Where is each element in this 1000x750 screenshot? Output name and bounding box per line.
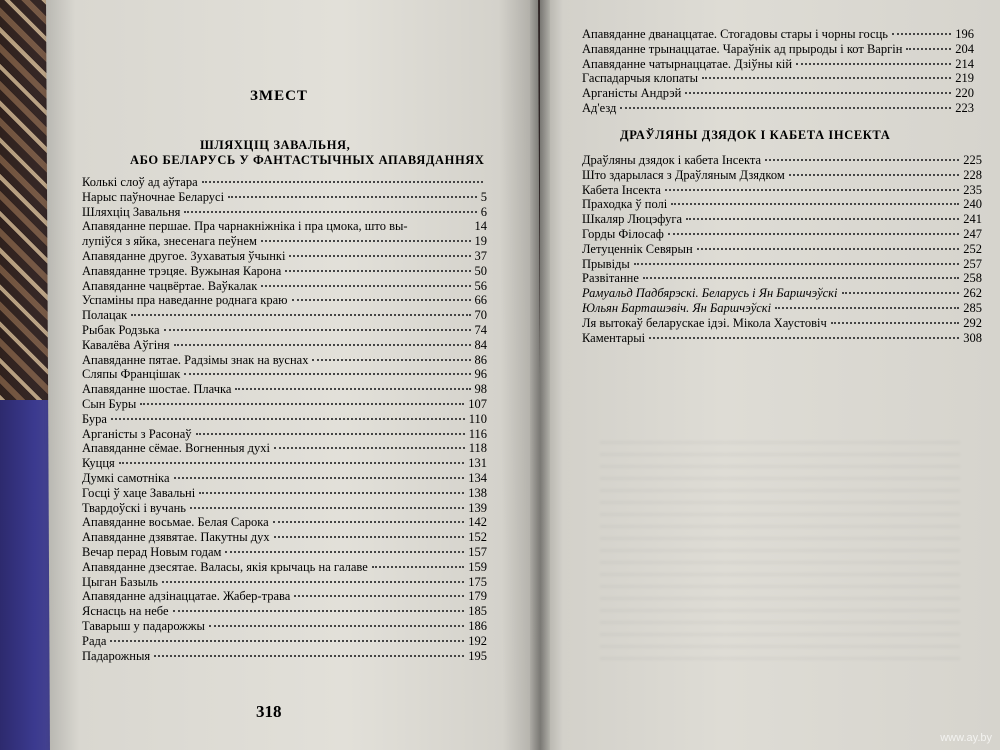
toc-leader-dots [649,337,959,339]
toc-entry-title: Апавяданне чатырнаццатае. Дзіўны кій [582,56,793,71]
toc-entry [582,57,974,72]
toc-entry [82,515,487,530]
toc-leader-dots [131,314,470,316]
toc-leader-dots [789,174,959,176]
toc-entry-page: 186 [468,618,487,633]
toc-entry-page: 214 [955,56,974,71]
toc-entry-title: Каментарыі [582,330,646,345]
section-title-right: ДРАЎЛЯНЫ ДЗЯДОК І КАБЕТА ІНСЕКТА [620,128,891,142]
watermark: www.ay.by [940,732,992,744]
toc-entry-page: 225 [963,153,982,167]
toc-entry-title: Колькі слоў ад аўтара [82,175,198,189]
toc-entry-page: 219 [955,71,974,86]
toc-entry-page: 196 [955,27,974,41]
toc-right-top [582,27,974,116]
toc-entry-title: Яснасць на небе [82,604,169,619]
toc-entry-page: 185 [468,604,487,619]
toc-entry-page: 37 [474,248,487,263]
toc-entry [82,382,487,397]
toc-leader-dots [261,285,470,287]
toc-entry [82,619,487,634]
toc-entry [82,308,487,323]
toc-entry [582,101,974,116]
toc-entry-page: 139 [468,500,487,515]
toc-entry [82,560,487,575]
toc-leader-dots [702,77,951,79]
toc-entry-title: Вечар перад Новым годам [82,544,222,559]
toc-entry-title: Апавяданне пятае. Радзімы знак на вуснах [82,352,309,367]
toc-leader-dots [164,329,471,331]
toc-entry [582,153,982,168]
toc-entry-title: Нарыс паўночнае Беларусі [82,189,225,204]
toc-entry-page: 157 [468,544,487,559]
toc-entry-title: Твардоўскі і вучань [82,500,187,515]
toc-leader-dots [225,551,464,553]
toc-entry [82,190,487,205]
toc-entry-page: 241 [963,212,982,227]
toc-entry-title: Апавяданне восьмае. Белая Сарока [82,515,269,530]
toc-leader-dots [235,388,470,390]
toc-entry-page: 308 [963,330,982,345]
toc-entry [582,183,982,198]
toc-entry-title: Шкаляр Люцэфуга [582,212,683,227]
toc-entry-title: Куцця [82,456,115,471]
toc-entry-page: 107 [468,396,487,411]
toc-entry [82,530,487,545]
toc-leader-dots [697,248,960,250]
toc-entry-title: Полацак [82,308,128,323]
toc-entry-page: 247 [963,226,982,241]
toc-leader-dots [294,595,464,597]
toc-entry-page: 204 [955,41,974,56]
toc-leader-dots [892,33,951,35]
toc-entry [82,205,487,220]
toc-entry-title: Праходка ў полі [582,197,668,212]
toc-leader-dots [665,189,959,191]
toc-entry [82,338,487,353]
toc-entry [82,486,487,501]
toc-entry [582,42,974,57]
toc-entry-title: Летуценнік Севярын [582,241,693,256]
toc-entry-title: Кабета Інсекта [582,182,661,197]
toc-entry [82,397,487,412]
toc-entry [582,331,982,346]
toc-entry-title: Апавяданне шостае. Плачка [82,382,232,397]
toc-entry [82,589,487,604]
section-title-line2: АБО БЕЛАРУСЬ У ФАНТАСТЫЧНЫХ АПАВЯДАННЯХ [130,153,485,167]
toc-entry [82,545,487,560]
toc-entry-title: Думкі самотніка [82,470,170,485]
toc-leader-dots [274,447,465,449]
toc-leader-dots [685,92,951,94]
toc-entry-title: Успаміны пра наведанне роднага краю [82,293,288,308]
toc-entry-title: Юльян Барташэвіч. Ян Баршчэўскі [582,300,772,315]
toc-leader-dots [154,655,464,657]
toc-entry-page: 292 [963,315,982,330]
toc-leader-dots [196,433,465,435]
toc-leader-dots [285,270,470,272]
toc-leader-dots [620,107,951,109]
toc-entry-title: Апавяданне сёмае. Вогненныя духі [82,441,270,456]
toc-entry-page: 223 [955,100,974,115]
toc-entry-page: 252 [963,241,982,256]
toc-entry-page: 138 [468,485,487,500]
toc-entry-page: 86 [474,352,487,367]
toc-entry-page: 235 [963,182,982,197]
toc-entry [82,264,487,279]
toc-leader-dots [831,322,960,324]
toc-entry [82,353,487,368]
toc-entry [82,279,487,294]
toc-entry-page: 14 [474,219,487,234]
toc-entry [82,471,487,486]
toc-entry-title: Апавяданне трынаццатае. Чараўнік ад прыроды і кот Варгін [582,41,903,56]
toc-entry [82,575,487,590]
toc-leader-dots [228,196,477,198]
toc-entry [582,197,982,212]
toc-entry [82,649,487,664]
toc-leader-dots [162,581,464,583]
toc-leader-dots [668,233,959,235]
toc-entry [82,441,487,456]
toc-entry-title: Прывіды [582,256,630,271]
toc-leader-dots [312,359,470,361]
toc-entry [582,71,974,86]
toc-entry-title: Падарожныя [82,648,151,663]
toc-entry-title: Што здарылася з Драўляным Дзядком [582,167,785,182]
toc-entry-page: 240 [963,197,982,212]
toc-right-bottom [582,153,982,345]
toc-entry-page: 19 [474,234,487,249]
toc-leader-dots [261,240,471,242]
toc-entry [582,286,982,301]
toc-entry [82,323,487,338]
toc-leader-dots [906,48,951,50]
toc-entry-title: Ад'езд [582,100,617,115]
contents-heading: ЗМЕСТ [250,88,308,104]
toc-leader-dots [274,536,465,538]
toc-entry-title: Бура [82,411,107,426]
toc-entry-title: Ля вытокаў беларускае ідэі. Мікола Хаустовіч [582,315,827,330]
toc-entry-page: 228 [963,167,982,182]
toc-entry-page: 84 [474,337,487,352]
toc-entry-title: Апавяданне адзінаццатае. Жабер-трава [82,589,291,604]
toc-entry [82,456,487,471]
toc-entry-page: 50 [474,263,487,278]
toc-entry-title: Госці ў хаце Завальні [82,485,196,500]
toc-entry [82,175,487,190]
toc-entry-page: 159 [468,559,487,574]
toc-leader-dots [173,610,465,612]
toc-leader-dots [796,63,951,65]
toc-entry-page: 5 [480,189,487,204]
toc-entry [82,604,487,619]
toc-entry [82,234,487,249]
toc-entry [82,634,487,649]
toc-leader-dots [119,462,464,464]
toc-entry [582,242,982,257]
toc-entry [582,316,982,331]
toc-entry-page: 258 [963,271,982,286]
toc-entry-title: Апавяданне трэцяе. Вужыная Карона [82,263,282,278]
toc-entry-page: 74 [474,322,487,337]
toc-entry-page: 110 [468,411,487,426]
toc-entry-page: 195 [468,648,487,663]
toc-entry-title: Сын Буры [82,396,137,411]
toc-leader-dots [174,477,465,479]
toc-entry [582,271,982,286]
toc-entry [82,501,487,516]
book-gutter [530,0,550,750]
toc-entry-title: Апавяданне другое. Зухаватыя ўчынкі [82,248,286,263]
toc-left [82,175,487,663]
toc-leader-dots [643,277,959,279]
toc-leader-dots [190,507,464,509]
toc-leader-dots [765,159,959,161]
toc-entry-title: Таварыш у падарожжы [82,618,205,633]
toc-entry-page: 262 [963,286,982,301]
toc-entry-page: 96 [474,367,487,382]
toc-entry-title: Апавяданне чацвёртае. Ваўкалак [82,278,258,293]
toc-entry-title: Рыбак Родзька [82,322,160,337]
toc-entry-title: Рада [82,633,107,648]
toc-leader-dots [184,211,476,213]
toc-entry-title: лупіўся з яйка, знесенага пеўнем [82,234,257,249]
toc-leader-dots [289,255,470,257]
toc-entry-title: Шляхціц Завальня [82,204,181,219]
toc-entry-page: 192 [468,633,487,648]
toc-entry-title: Рамуальд Падбярэскі. Беларусь і Ян Баршчэўскі [582,286,838,301]
toc-leader-dots [209,625,464,627]
page-number: 318 [256,702,282,721]
toc-entry-page: 131 [468,456,487,471]
section-title-line1: ШЛЯХЦІЦ ЗАВАЛЬНЯ, [200,138,351,152]
toc-entry-page: 56 [474,278,487,293]
toc-entry-page: 98 [474,382,487,397]
toc-entry-title: Драўляны дзядок і кабета Інсекта [582,153,762,167]
toc-leader-dots [842,292,960,294]
toc-entry [82,219,487,234]
toc-entry-title: Апавяданне першае. Пра чарнакніжніка і пра цмока, што вы- [82,219,408,234]
toc-entry-title: Апавяданне дзявятае. Пакутны дух [82,530,270,545]
toc-entry [582,301,982,316]
toc-entry [82,412,487,427]
toc-entry-page: 175 [468,574,487,589]
toc-entry-page: 220 [955,86,974,101]
toc-entry-page: 118 [468,441,487,456]
toc-entry-title: Кавалёва Аўгіня [82,337,170,352]
toc-leader-dots [686,218,959,220]
toc-entry-page: 70 [474,308,487,323]
toc-entry-page: 257 [963,256,982,271]
toc-entry-page: 285 [963,300,982,315]
toc-leader-dots [174,344,471,346]
toc-leader-dots [775,307,959,309]
toc-entry [82,249,487,264]
toc-leader-dots [372,566,464,568]
toc-entry [582,227,982,242]
toc-leader-dots [140,403,464,405]
toc-entry-title: Апавяданне дзесятае. Валасы, якія крычаць на галаве [82,559,368,574]
toc-entry [582,168,982,183]
toc-leader-dots [184,373,470,375]
toc-leader-dots [273,521,465,523]
toc-entry-page: 66 [474,293,487,308]
toc-entry [582,27,974,42]
toc-leader-dots [199,492,464,494]
toc-entry-page: 134 [468,470,487,485]
toc-entry [82,293,487,308]
toc-entry-title: Горды Філосаф [582,226,664,241]
toc-entry-title: Арганісты Андрэй [582,86,682,101]
toc-entry-title: Арганісты з Расонаў [82,426,192,441]
toc-entry-page: 179 [468,589,487,604]
toc-entry [582,86,974,101]
toc-leader-dots [671,203,959,205]
toc-entry-title: Развітанне [582,271,639,286]
toc-leader-dots [202,181,483,183]
toc-leader-dots [110,640,464,642]
toc-entry-title: Гаспадарчыя клопаты [582,71,698,86]
toc-entry [582,212,982,227]
toc-entry-page: 152 [468,530,487,545]
toc-entry [582,257,982,272]
toc-entry-page: 142 [468,515,487,530]
toc-leader-dots [634,263,959,265]
toc-entry-title: Цыган Базыль [82,574,158,589]
toc-entry-title: Сляпы Францішак [82,367,181,382]
toc-entry [82,427,487,442]
toc-entry-page: 6 [480,204,487,219]
show-through-text [600,440,960,660]
toc-entry-page: 116 [468,426,487,441]
toc-entry-title: Апавяданне дванаццатае. Стогадовы стары і чорны госць [582,27,888,41]
toc-entry [82,367,487,382]
toc-leader-dots [292,299,471,301]
toc-leader-dots [111,418,465,420]
